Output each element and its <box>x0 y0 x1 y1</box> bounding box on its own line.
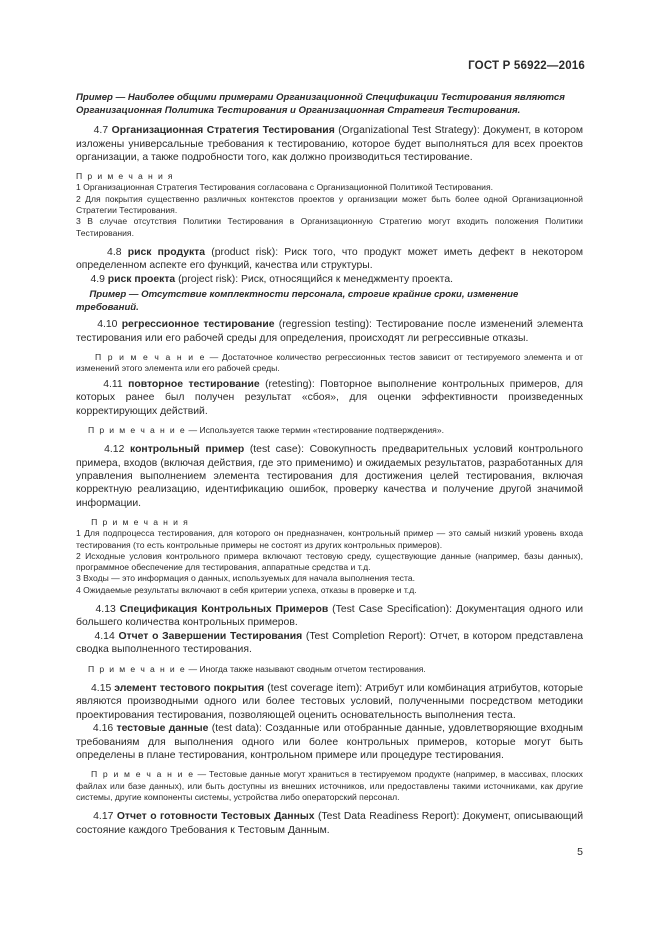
term-number: 4.11 <box>103 378 123 390</box>
term-name: контрольный пример <box>130 444 245 456</box>
term-name: риск проекта <box>107 273 176 285</box>
term-4-15 <box>76 682 583 722</box>
example-organizational-spec: Пример — Наиболее общими примерами Организационной Спецификации Тестирования являются Организационная Политика Тестирования и Организационная Стратегия Тестирования. <box>76 92 565 116</box>
term-4-16 <box>76 722 583 762</box>
note-text: — Иногда также называют сводным отчетом тестирования. <box>186 663 426 674</box>
term-definition: (project risk): Риск, относящийся к менеджменту проекта. <box>175 273 453 285</box>
note-label: П р и м е ч а н и е <box>90 769 195 780</box>
term-4-9 <box>76 273 583 286</box>
page-number: 5 <box>577 846 583 858</box>
note-label: П р и м е ч а н и е <box>94 352 206 363</box>
standard-header: ГОСТ Р 56922—2016 <box>468 60 585 72</box>
note-item: 2 Для покрытия существенно различных контекстов проектов у организации может быть более одной Организационной Стратегии Тестирования. <box>76 193 583 215</box>
term-definition: (regression testing): Тестирование после изменений элемента тестирования или его рабочей среды для определения, происходят ли регрессивные отказы. <box>76 319 584 344</box>
term-name: повторное тестирование <box>128 378 260 390</box>
term-name: риск продукта <box>127 246 206 258</box>
page-content <box>76 92 583 837</box>
term-4-17 <box>76 810 583 837</box>
term-number: 4.8 <box>107 246 122 258</box>
note-text: — Достаточное количество регрессионных тестов зависит от тестируемого элемента и от изменений этого элемента или его рабочей среды. <box>76 352 583 374</box>
term-number: 4.13 <box>95 604 116 616</box>
note-item: 4 Ожидаемые результаты включают в себя критерии успеха, отказы в проверке и т.д. <box>76 584 417 595</box>
note <box>76 664 583 675</box>
term-number: 4.12 <box>104 444 125 456</box>
term-4-7 <box>76 124 583 164</box>
term-4-13 <box>76 603 583 630</box>
term-name: элемент тестового покрытия <box>114 682 265 694</box>
term-name: тестовые данные <box>116 723 209 735</box>
term-4-12 <box>76 443 583 510</box>
term-number: 4.15 <box>91 682 112 694</box>
term-number: 4.10 <box>97 319 118 331</box>
term-name: Отчет о готовности Тестовых Данных <box>116 811 315 823</box>
term-4-8 <box>76 246 583 273</box>
term-4-11 <box>76 378 583 418</box>
term-number: 4.14 <box>94 630 115 642</box>
term-number: 4.17 <box>93 811 114 823</box>
term-definition: (Test Completion Report): Отчет, в котором представлена сводка выполненного тестирования. <box>76 630 583 656</box>
term-name: Спецификация Контрольных Примеров <box>119 604 329 616</box>
notes-header-text: П р и м е ч а н и я <box>91 517 190 528</box>
term-4-14 <box>76 630 583 657</box>
term-name: Организационная Стратегия Тестирования <box>111 125 335 137</box>
term-name: Отчет о Завершении Тестирования <box>118 630 303 642</box>
term-definition: (test case): Совокупность предварительных условий контрольного примера, входов (включая действия, где это применимо) и ожидаемых результатов, разработанных для управления выполнением элемента тестирования для достижения целей тестирования, включая корректную реализацию, идентификацию ошибок, проверку качества и получение другой значимой информации. <box>76 444 584 509</box>
note-label: П р и м е ч а н и е <box>87 424 187 435</box>
note <box>76 425 583 436</box>
note-item: 1 Для подпроцесса тестирования, для которого он предназначен, контрольный пример — это самый низкий уровень входа тестирования (то есть контрольные примеры не состоят из других контрольных примеров). <box>76 528 583 550</box>
note-item: 3 В случае отсутствия Политики Тестирования в Организационную Стратегию могут входить положения Политики Тестирования. <box>76 216 583 238</box>
term-definition: (retesting): Повторное выполнение контрольных примеров, для которых ранее был получен результат «сбоя», для оценки эффективности произведенных корректирующих действий. <box>76 378 584 417</box>
term-definition: (test data): Созданные или отобранные данные, удовлетворяющие входным требованиям для выполнения одного или более контрольных примеров, которые могут быть определены в плане тестирования, контрольном примере или процедуре тестирования. <box>76 723 583 761</box>
term-definition: (Organizational Test Strategy): Документ, в котором изложены универсальные требования к тестированию, которое будет выполняться для всех проектов организации, а также подробности того, как должно производиться тестирование. <box>76 125 583 163</box>
term-definition: (Test Data Readiness Report): Документ, описывающий состояние каждого Требования к Тестовым Данным. <box>76 811 584 836</box>
term-number: 4.16 <box>92 723 114 735</box>
note-item: 1 Организационная Стратегия Тестирования согласована с Организационной Политикой Тестирования. <box>76 182 493 193</box>
term-definition: (test coverage item): Атрибут или комбинация атрибутов, которые являются производными одного или более тестовых условий, полученными посредством методики проектирования тестирования, позволяющей оценить основательность выполнения теста. <box>76 682 584 721</box>
notes-header <box>76 517 583 528</box>
note-item: 3 Входы — это информация о данных, используемых для начала выполнения теста. <box>76 573 415 584</box>
term-number: 4.9 <box>90 273 105 285</box>
term-definition: (product risk): Риск того, что продукт может иметь дефект в некотором определенном аспекте его функций, качества или структуры. <box>76 246 583 272</box>
term-name: регрессионное тестирование <box>121 319 275 331</box>
note <box>76 352 583 375</box>
term-4-10 <box>76 318 583 345</box>
note-text: — Используется также термин «тестирование подтверждения». <box>186 424 444 435</box>
note-item: 2 Исходные условия контрольного примера включают тестовую среду, существующие данные (например, базы данных), программное обеспечение для тестирования, аппаратные средства и т.д. <box>76 550 583 573</box>
example-text: Пример — Отсутствие комплектности персонала, строгие крайние сроки, изменение требований. <box>76 289 519 313</box>
note <box>76 769 583 803</box>
note-text: — Тестовые данные могут храниться в тестируемом продукте (например, в массивах, плоских файлах или базе данных), или быть доступны из внешних источников, или предоставлены такими источниками, как другие системы, другие компоненты системы, устройства либо операторский персонал. <box>76 769 583 802</box>
notes-header: П р и м е ч а н и я <box>76 171 174 182</box>
note-label: П р и м е ч а н и е <box>87 663 187 674</box>
term-number: 4.7 <box>93 125 109 137</box>
term-definition: (Test Case Specification): Документация одного или большего количества контрольных примеров. <box>76 604 583 629</box>
example-project-risk <box>76 289 583 314</box>
